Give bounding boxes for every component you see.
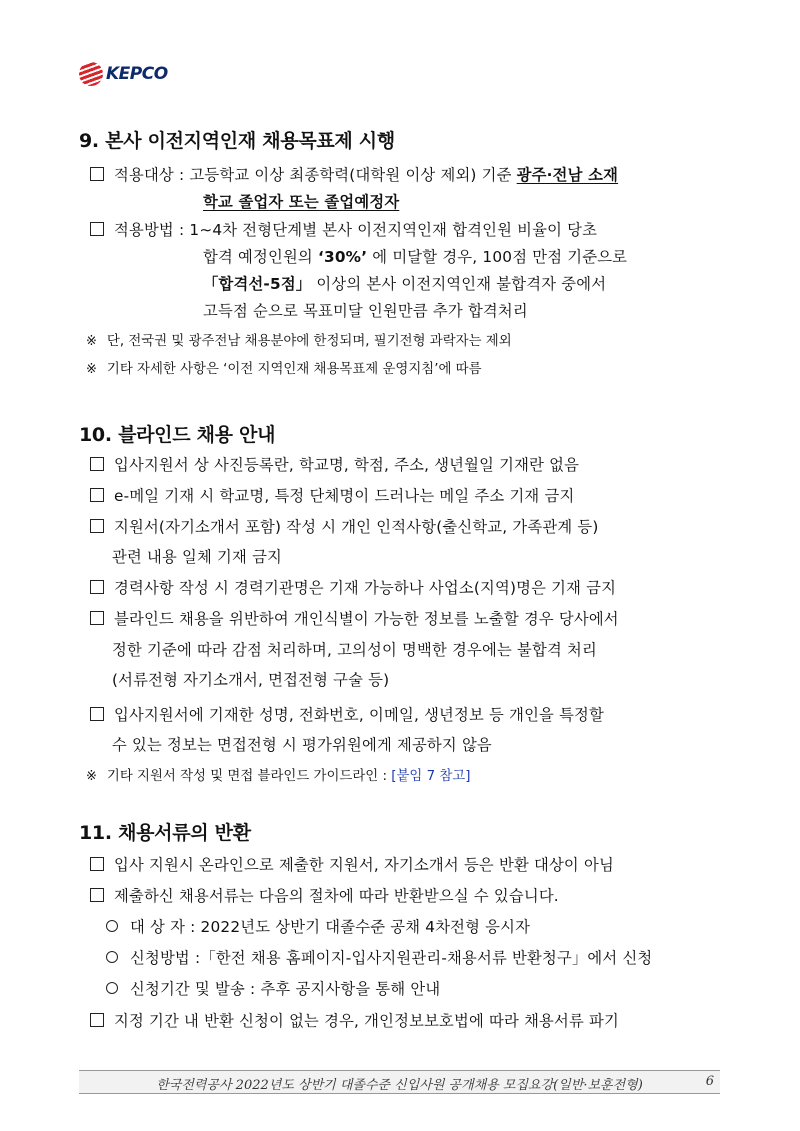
checkbox-icon <box>90 457 104 471</box>
s9-method-text-3b: 이상의 본사 이전지역인재 불합격자 중에서 <box>316 275 607 293</box>
checkbox-icon <box>90 1013 104 1027</box>
s10-item-1-text: 입사지원서 상 사진등록란, 학교명, 학점, 주소, 생년월일 기재란 없음 <box>114 456 580 474</box>
note-mark-icon: ※ <box>86 769 97 784</box>
s9-method-label: 적용방법 : <box>114 221 185 239</box>
checkbox-icon <box>90 707 104 721</box>
s10-item-3-cont: 관련 내용 일체 기재 금지 <box>112 548 283 566</box>
checkbox-icon <box>90 167 104 181</box>
s10-item-5-cont-1: 정한 기준에 따라 감점 처리하며, 고의성이 명백한 경우에는 불합격 처리 <box>112 641 597 659</box>
s9-method-percent: ‘30%’ <box>317 248 368 266</box>
s11-sub-3-text: 신청기간 및 발송 : 추후 공지사항을 통해 안내 <box>130 980 441 998</box>
s10-item-4 <box>90 576 616 598</box>
circle-bullet-icon <box>106 951 118 963</box>
s9-target-label: 적용대상 : <box>114 166 185 184</box>
circle-bullet-icon <box>106 920 118 932</box>
s9-method-line-3 <box>203 272 606 294</box>
note-mark-icon: ※ <box>86 362 97 377</box>
checkbox-icon <box>90 222 104 236</box>
s10-item-5-text: 블라인드 채용을 위반하여 개인식별이 가능한 정보를 노출할 경우 당사에서 <box>114 610 619 628</box>
checkbox-icon <box>90 580 104 594</box>
s11-item-2-text: 제출하신 채용서류는 다음의 절차에 따라 반환받으실 수 있습니다. <box>114 887 559 905</box>
s9-method-text-2c: 에 미달할 경우, 100점 만점 기준으로 <box>372 248 628 266</box>
s9-note-1 <box>86 330 512 349</box>
s11-item-1-text: 입사 지원시 온라인으로 제출한 지원서, 자기소개서 등은 반환 대상이 아님 <box>114 856 614 874</box>
s10-note-reference: [붙임 7 참고] <box>391 769 471 784</box>
section-9-title: 9. 본사 이전지역인재 채용목표제 시행 <box>79 130 395 152</box>
s9-note-1-text: 단, 전국권 및 광주전남 채용분야에 한정되며, 필기전형 과락자는 제외 <box>106 334 512 349</box>
s9-target-underline-2: 학교 졸업자 또는 졸업예정자 <box>203 193 400 211</box>
checkbox-icon <box>90 519 104 533</box>
s9-method-line-1 <box>90 218 597 240</box>
s11-item-3-text: 지정 기간 내 반환 신청이 없는 경우, 개인정보보호법에 따라 채용서류 파기 <box>114 1012 619 1030</box>
checkbox-icon <box>90 611 104 625</box>
kepco-logo <box>79 62 168 86</box>
s10-item-3-text: 지원서(자기소개서 포함) 작성 시 개인 인적사항(출신학교, 가족관계 등) <box>114 518 599 536</box>
section-11-title: 11. 채용서류의 반환 <box>79 822 251 844</box>
note-mark-icon: ※ <box>86 334 97 349</box>
checkbox-icon <box>90 888 104 902</box>
s10-item-1 <box>90 453 579 475</box>
s10-note-text: 기타 지원서 작성 및 면접 블라인드 가이드라인 : <box>106 769 387 784</box>
s11-sub-3 <box>106 977 440 999</box>
s11-item-3 <box>90 1009 619 1031</box>
s9-target-text: 고등학교 이상 최종학력(대학원 이상 제외) 기준 <box>189 166 512 184</box>
s10-note <box>86 765 470 784</box>
s11-item-2 <box>90 884 559 906</box>
s9-method-text-1: 1∼4차 전형단계별 본사 이전지역인재 합격인원 비율이 당초 <box>189 221 598 239</box>
logo-text: KEPCO <box>106 64 168 84</box>
s9-target-underline-1: 광주·전남 소재 <box>516 166 619 184</box>
checkbox-icon <box>90 857 104 871</box>
s9-method-line-2 <box>203 245 627 267</box>
s9-note-2 <box>86 358 482 377</box>
s9-method-line-4: 고득점 순으로 목표미달 인원만큼 추가 합격처리 <box>203 302 528 320</box>
section-10-title: 10. 블라인드 채용 안내 <box>79 424 276 446</box>
s11-sub-2-text: 신청방법 :「한전 채용 홈페이지-입사지원관리-채용서류 반환청구」에서 신청 <box>130 949 653 967</box>
circle-bullet-icon <box>106 982 118 994</box>
s10-item-6-text: 입사지원서에 기재한 성명, 전화번호, 이메일, 생년정보 등 개인을 특정할 <box>114 706 605 724</box>
s11-item-1 <box>90 853 614 875</box>
s10-item-6-cont: 수 있는 정보는 면접전형 시 평가위원에게 제공하지 않음 <box>112 736 492 754</box>
kepco-logo-mark <box>79 62 103 86</box>
s10-item-3 <box>90 515 599 537</box>
s11-sub-1 <box>106 915 530 937</box>
s10-item-5 <box>90 607 619 629</box>
s10-item-4-text: 경력사항 작성 시 경력기관명은 기재 가능하나 사업소(지역)명은 기재 금지 <box>114 579 617 597</box>
s9-target-line <box>90 163 618 185</box>
s9-note-2-text: 기타 자세한 사항은 ‘이전 지역인재 채용목표제 운영지침’에 따름 <box>106 362 482 377</box>
s11-sub-1-text: 대 상 자 : 2022년도 상반기 대졸수준 공채 4차전형 응시자 <box>130 918 531 936</box>
s10-item-6 <box>90 703 604 725</box>
s9-method-cutline: 「합격선-5점」 <box>203 275 312 293</box>
checkbox-icon <box>90 488 104 502</box>
s9-method-text-2a: 합격 예정인원의 <box>203 248 313 266</box>
s10-item-5-cont-2: (서류전형 자기소개서, 면접전형 구술 등) <box>112 671 390 689</box>
page-number: 6 <box>705 1074 714 1089</box>
footer-text: 한국전력공사 2022년도 상반기 대졸수준 신입사원 공개채용 모집요강(일반·보훈전형) <box>156 1078 643 1093</box>
s10-item-2-text: e-메일 기재 시 학교명, 특정 단체명이 드러나는 메일 주소 기재 금지 <box>114 487 575 505</box>
s10-item-2 <box>90 484 574 506</box>
page-footer <box>79 1070 720 1094</box>
s11-sub-2 <box>106 946 652 968</box>
